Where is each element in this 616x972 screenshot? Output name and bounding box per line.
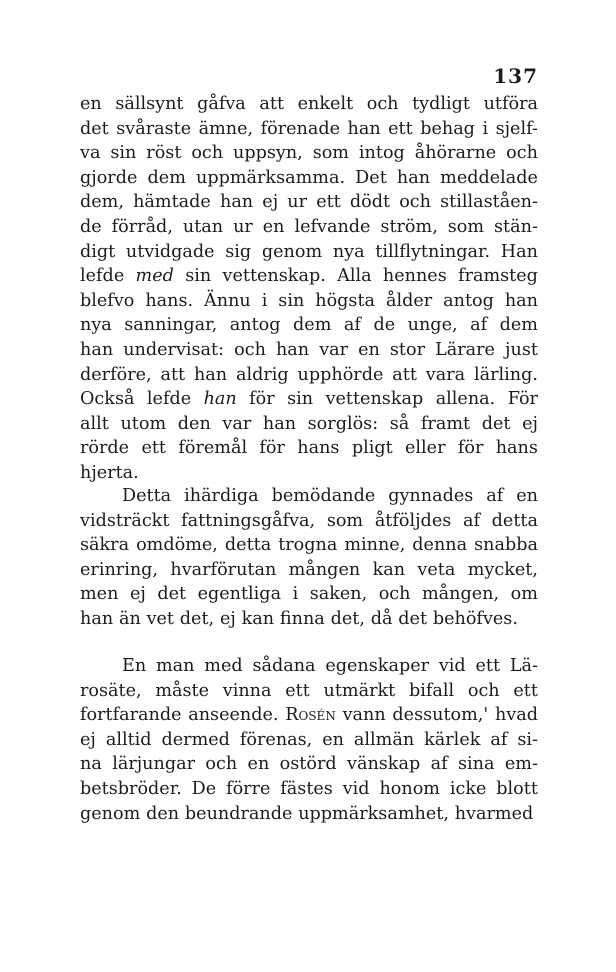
text-line: na lärjungar och en ostörd vänskap af sina em-: [80, 754, 538, 775]
paragraph-3: [80, 654, 538, 826]
text-line: Också lefde han för sin vettenskap allena. För: [80, 389, 538, 410]
text-line: erinring, hvarförutan mången kan veta mycket,: [80, 559, 538, 580]
text-line: men ej det egentliga i saken, och mången, om: [80, 584, 538, 605]
text-line: va sin röst och uppsyn, som intog åhörarne och: [80, 143, 538, 164]
text-line: blefvo hans. Ännu i sin högsta ålder antog han: [80, 290, 538, 311]
text-line: Detta ihärdiga bemödande gynnades af en: [122, 486, 538, 506]
text-line: genom den beundrande uppmärksamhet, hvarmed: [80, 803, 534, 824]
text-line: rosäte, måste vinna ett utmärkt bifall och ett: [80, 680, 538, 701]
text-line: fortfarande anseende. Rosén vann dessutom,' hvad: [80, 705, 538, 726]
paragraph-1: [80, 92, 538, 486]
text-line: En man med sådana egenskaper vid ett Lä-: [122, 656, 538, 676]
text-line: han än vet det, ej kan finna det, då det behöfves.: [80, 608, 518, 629]
text-line: derföre, att han aldrig upphörde att vara lärling.: [80, 364, 538, 385]
text-line: säkra omdöme, detta trogna minne, denna snabba: [80, 535, 538, 556]
page-number: 137: [493, 64, 538, 88]
text-line: gjorde dem uppmärksamma. Det han meddelade: [80, 167, 538, 188]
text-line: dem, hämtade han ej ur ett dödt och stillaståen-: [80, 192, 538, 213]
text-line: de förråd, utan ur en lefvande ström, som stän-: [80, 216, 538, 237]
text-line: nya sanningar, antog dem af de unge, af dem: [80, 315, 538, 336]
text-line: vidsträckt fattningsgåfva, som åtföljdes af detta: [80, 510, 538, 531]
text-line: en sällsynt gåfva att enkelt och tydligt utföra: [80, 94, 538, 114]
paragraph-2: [80, 484, 538, 632]
text-line: allt utom den var han sorglös: så framt det ej: [80, 413, 538, 434]
text-line: rörde ett föremål för hans pligt eller för hans: [80, 438, 538, 459]
text-line: ej alltid dermed förenas, en allmän kärlek af si-: [80, 729, 538, 750]
text-line: hjerta.: [80, 462, 139, 483]
text-line: han undervisat: och han var en stor Lärare just: [80, 339, 538, 360]
text-line: digt utvidgade sig genom nya tillflytningar. Han: [80, 241, 538, 262]
text-line: lefde med sin vettenskap. Alla hennes framsteg: [80, 266, 538, 287]
text-line: det svåraste ämne, förenade han ett behag i sjelf-: [80, 118, 538, 139]
text-line: betsbröder. De förre fästes vid honom icke blott: [80, 778, 538, 799]
